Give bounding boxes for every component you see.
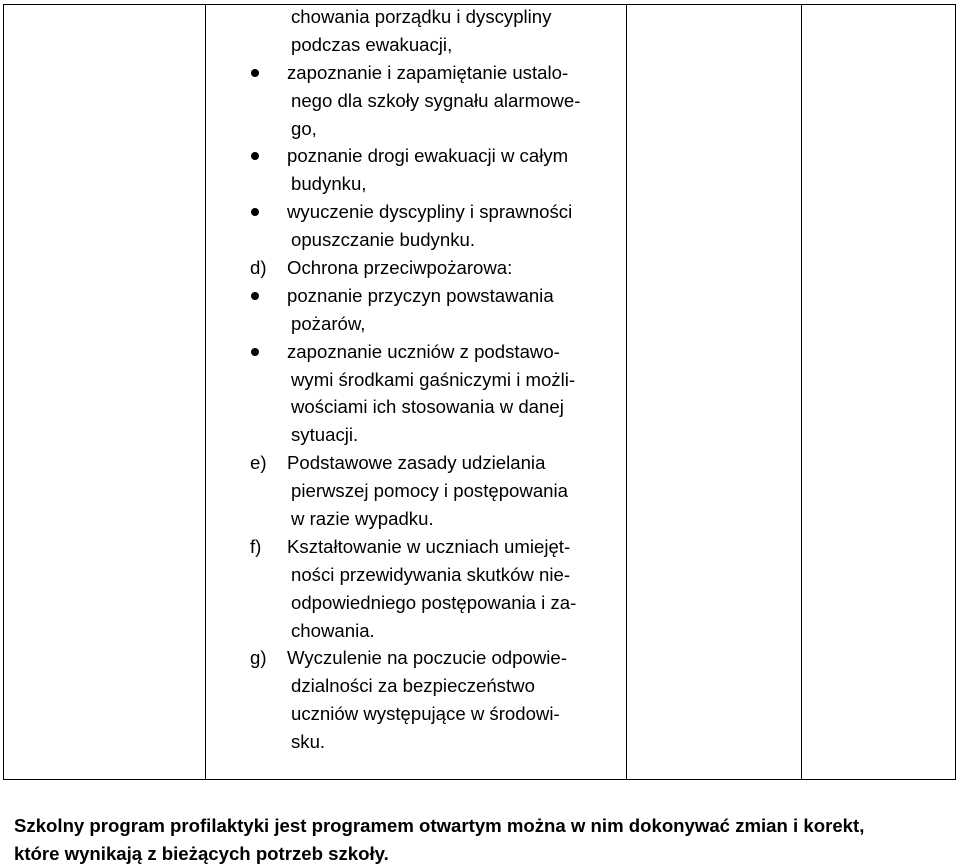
list-item-text: uczniów występujące w środowi- — [291, 703, 560, 725]
list-marker: g) — [250, 647, 267, 669]
list-item-text: zapoznanie i zapamiętanie ustalo- — [287, 61, 569, 83]
list-item — [245, 142, 625, 170]
list-item-text: wościami ich stosowania w danej — [291, 396, 564, 418]
bullet-icon — [251, 69, 259, 77]
list-marker: e) — [250, 452, 267, 474]
list-item-text: sytuacji. — [291, 424, 359, 446]
list-item-text: ności przewidywania skutków nie- — [291, 563, 571, 585]
list-item — [245, 700, 625, 728]
list-item-text: opuszczanie budynku. — [291, 229, 475, 251]
list-item — [245, 728, 625, 756]
list-item-text: Ochrona przeciwpożarowa: — [287, 257, 513, 279]
list-item — [245, 477, 625, 505]
list-item — [245, 87, 625, 115]
list-item-text: wymi środkami gaśniczymi i możli- — [291, 368, 576, 390]
list-item — [245, 198, 625, 226]
list-item — [245, 3, 625, 31]
bullet-icon — [251, 292, 259, 300]
list-item — [245, 226, 625, 254]
list-item-text: chowania porządku i dyscypliny — [291, 6, 552, 27]
list-item — [245, 589, 625, 617]
bullet-icon — [251, 348, 259, 356]
list-item-text: sku. — [291, 731, 326, 753]
list-item — [245, 170, 625, 198]
list-item-text: odpowiedniego postępowania i za- — [291, 591, 577, 613]
list-item — [245, 115, 625, 143]
list-item-text: poznanie drogi ewakuacji w całym — [287, 145, 569, 167]
list-item-text: dzialności za bezpieczeństwo — [291, 675, 535, 697]
footer-line-1: Szkolny program profilaktyki jest programem otwartym można w nim dokonywać zmian i korekt, — [14, 815, 865, 836]
list-item — [245, 505, 625, 533]
list-item-text: chowania. — [291, 619, 375, 641]
list-item — [245, 31, 625, 59]
list-item — [245, 449, 625, 477]
list-item — [245, 282, 625, 310]
list-item — [245, 672, 625, 700]
list-item-text: pierwszej pomocy i postępowania — [291, 480, 568, 502]
list-marker: f) — [250, 535, 262, 557]
list-item — [245, 310, 625, 338]
list-item — [245, 366, 625, 394]
list-item — [245, 421, 625, 449]
list-item-text: Wyczulenie na poczucie odpowie- — [287, 647, 567, 669]
list-item — [245, 533, 625, 561]
list-item — [245, 338, 625, 366]
list-item-text: go, — [291, 117, 317, 139]
table-cell-content — [245, 3, 625, 756]
list-item — [245, 393, 625, 421]
list-item-text: Kształtowanie w uczniach umiejęt- — [287, 535, 571, 557]
list-item-text: poznanie przyczyn powstawania — [287, 284, 554, 306]
list-item-text: Podstawowe zasady udzielania — [287, 452, 546, 474]
list-item-text: zapoznanie uczniów z podstawo- — [287, 340, 560, 362]
list-item-text: budynku, — [291, 173, 367, 195]
column-divider-3 — [801, 5, 802, 779]
list-item — [245, 59, 625, 87]
bullet-icon — [251, 152, 259, 160]
bullet-icon — [251, 208, 259, 216]
list-marker: d) — [250, 257, 267, 279]
list-item-text: podczas ewakuacji, — [291, 33, 453, 55]
column-divider-1 — [205, 5, 206, 779]
list-item-text: w razie wypadku. — [291, 508, 434, 530]
list-item-text: pożarów, — [291, 312, 366, 334]
list-item — [245, 617, 625, 645]
list-item — [245, 254, 625, 282]
list-item-text: nego dla szkoły sygnału alarmowe- — [291, 89, 581, 111]
footer-note — [14, 812, 954, 868]
list-item — [245, 561, 625, 589]
list-item — [245, 644, 625, 672]
column-divider-2 — [626, 5, 627, 779]
footer-line-2: które wynikają z bieżących potrzeb szkoły. — [14, 843, 389, 864]
list-item-text: wyuczenie dyscypliny i sprawności — [287, 201, 573, 223]
